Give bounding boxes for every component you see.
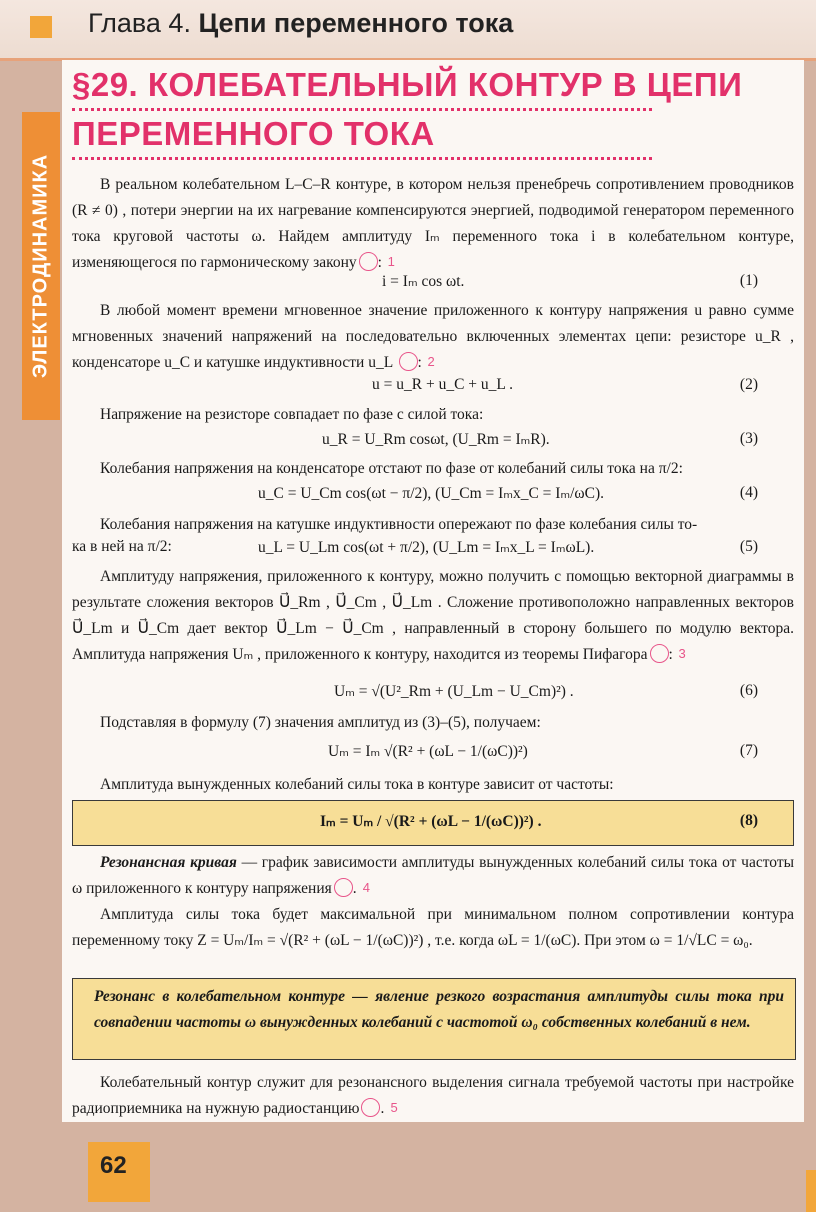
figure-ref-4[interactable]: 4 bbox=[334, 878, 353, 897]
paragraph-9: Резонансная кривая — график зависимости амплитуды вынужденных колебаний силы тока от частоты ω приложенного к контуру напряжения 4. bbox=[72, 854, 795, 897]
header-marker bbox=[30, 16, 52, 38]
section-side-tab bbox=[22, 112, 60, 420]
formula-1-number: (1) bbox=[739, 272, 758, 289]
resonance-definition bbox=[94, 984, 784, 1036]
chapter-header bbox=[0, 0, 816, 61]
paragraph-4 bbox=[72, 456, 794, 482]
paragraph-1-text: В реальном колебательном L–C–R контуре, в котором нельзя пренебречь сопротивлением проводников (R ≠ 0) , потери энергии на их нагревание компенсируются энергией, подводимой генератором переменного тока круговой частоты ω. Найдем амплитуду Iₘ переменного тока i в колебательном контуре, изменяющегося по гармоническому закону bbox=[72, 176, 794, 271]
paragraph-10 bbox=[72, 902, 794, 954]
section-title-line1: §29. КОЛЕБАТЕЛЬНЫЙ КОНТУР В ЦЕПИ bbox=[72, 62, 652, 111]
paragraph-8 bbox=[72, 772, 794, 798]
formula-3 bbox=[72, 430, 794, 456]
paragraph-7-text: Подставляя в формулу (7) значения амплитуд из (3)–(5), получаем: bbox=[100, 714, 541, 731]
formula-6-number: (6) bbox=[739, 682, 758, 699]
formula-8-expr: Iₘ = Uₘ / √(R² + (ωL − 1/(ωC))²) . bbox=[320, 813, 542, 830]
paragraph-11-text: Колебательный контур служит для резонансного выделения сигнала требуемой частоты при настройке радиоприемника на нужную радиостанцию bbox=[72, 1074, 794, 1117]
formula-5 bbox=[72, 538, 794, 564]
paragraph-3-text: Напряжение на резисторе совпадает по фазе с силой тока: bbox=[100, 406, 484, 423]
paragraph-1: В реальном колебательном L–C–R контуре, в котором нельзя пренебречь сопротивлением проводников (R ≠ 0) , потери энергии на их нагревание компенсируются энергией, подводимой генератором переменного тока круговой частоты ω. Найдем амплитуду Iₘ переменного тока i в колебательном контуре, изменяющегося по гармоническому закону 1: bbox=[72, 176, 794, 271]
formula-1 bbox=[72, 272, 794, 298]
paragraph-9-text: — график зависимости амплитуды вынужденных колебаний силы тока от частоты ω приложенного к контуру напряжения bbox=[72, 854, 795, 897]
formula-2-expr: u = u_R + u_C + u_L . bbox=[372, 376, 514, 393]
paragraph-8-text: Амплитуда вынужденных колебаний силы тока в контуре зависит от частоты: bbox=[100, 776, 614, 793]
formula-2 bbox=[72, 376, 794, 402]
paragraph-5-text: Колебания напряжения на катушке индуктивности опережают по фазе колебания силы то- bbox=[100, 516, 698, 533]
figure-ref-2[interactable]: 2 bbox=[399, 352, 418, 371]
paragraph-11: Колебательный контур служит для резонансного выделения сигнала требуемой частоты при настройке радиоприемника на нужную радиостанцию 5. bbox=[72, 1074, 794, 1117]
formula-5-number: (5) bbox=[739, 538, 758, 555]
figure-ref-5[interactable]: 5 bbox=[361, 1098, 380, 1117]
chapter-title: Цепи переменного тока bbox=[198, 8, 514, 38]
paragraph-5-tail: ка в ней на π/2: bbox=[72, 538, 172, 555]
formula-7 bbox=[72, 742, 794, 768]
paragraph-5 bbox=[72, 512, 794, 538]
formula-3-number: (3) bbox=[739, 430, 758, 447]
paragraph-2-text: В любой момент времени мгновенное значение приложенного к контуру напряжения u равно сумме мгновенных значений напряжений на последовательно включенных элементах цепи: резисторе u_R , конденсаторе u_C и катушке индуктивности u_L bbox=[72, 302, 794, 371]
paragraph-7 bbox=[72, 710, 794, 736]
formula-6 bbox=[72, 682, 794, 708]
formula-7-number: (7) bbox=[739, 742, 758, 759]
section-title bbox=[72, 62, 743, 160]
paragraph-4-text: Колебания напряжения на конденсаторе отстают по фазе от колебаний силы тока на π/2: bbox=[100, 460, 683, 477]
resonance-curve-term: Резонансная кривая bbox=[100, 854, 237, 871]
formula-5-expr: u_L = U_Lm cos(ωt + π/2), (U_Lm = Iₘx_L = IₘωL). bbox=[258, 539, 595, 556]
formula-7-expr: Uₘ = Iₘ √(R² + (ωL − 1/(ωC))²) bbox=[328, 743, 528, 760]
page-edge-strip bbox=[806, 1170, 816, 1212]
chapter-heading bbox=[88, 8, 513, 39]
formula-6-expr: Uₘ = √(U²_Rm + (U_Lm − U_Cm)²) . bbox=[334, 683, 574, 700]
figure-ref-3[interactable]: 3 bbox=[650, 644, 669, 663]
formula-4-expr: u_C = U_Cm cos(ωt − π/2), (U_Cm = Iₘx_C = Iₘ/ωC). bbox=[258, 485, 605, 502]
definition-text: Резонанс в колебательном контуре — явление резкого возрастания амплитуды силы тока при совпадении частоты ω вынужденных колебаний с частотой ω₀ собственных колебаний в нем. bbox=[94, 988, 784, 1031]
formula-8 bbox=[72, 812, 794, 838]
paragraph-6-text: Амплитуду напряжения, приложенного к контуру, можно получить с помощью векторной диаграммы в результате сложения векторов U⃗_Rm , U⃗_Cm , U⃗_Lm . Сложение противоположно направленных векторов U⃗_Lm и U⃗_Cm дает вектор U⃗_Lm − U⃗_Cm , направленный в сторону большего по модулю вектора. Амплитуда напряжения Uₘ , приложенного к контуру, находится из теоремы Пифагора bbox=[72, 568, 794, 663]
side-tab-label: ЭЛЕКТРОДИНАМИКА bbox=[29, 153, 52, 379]
paragraph-6: Амплитуду напряжения, приложенного к контуру, можно получить с помощью векторной диаграммы в результате сложения векторов U⃗_Rm , U⃗_Cm , U⃗_Lm . Сложение противоположно направленных векторов U⃗_Lm и U⃗_Cm дает вектор U⃗_Lm − U⃗_Cm , направленный в сторону большего по модулю вектора. Амплитуда напряжения Uₘ , приложенного к контуру, находится из теоремы Пифагора 3: bbox=[72, 568, 794, 663]
formula-2-number: (2) bbox=[739, 376, 758, 393]
section-title-line2: ПЕРЕМЕННОГО ТОКА bbox=[72, 111, 652, 160]
formula-4-number: (4) bbox=[739, 484, 758, 501]
page-number: 62 bbox=[100, 1152, 127, 1179]
formula-8-number: (8) bbox=[739, 812, 758, 829]
formula-1-expr: i = Iₘ cos ωt. bbox=[382, 273, 465, 290]
formula-4 bbox=[72, 484, 794, 510]
paragraph-2: В любой момент времени мгновенное значение приложенного к контуру напряжения u равно сумме мгновенных значений напряжений на последовательно включенных элементах цепи: резисторе u_R , конденсаторе u_C и катушке индуктивности u_L 2: bbox=[72, 302, 794, 371]
chapter-prefix: Глава 4. bbox=[88, 8, 199, 38]
paragraph-3 bbox=[72, 402, 794, 428]
paragraph-10-text: Амплитуда силы тока будет максимальной при минимальном полном сопротивлении контура переменному току Z = Uₘ/Iₘ = √(R² + (ωL − 1/(ωC))²) , т.е. когда ωL = 1/(ωC). При этом ω = 1/√LC = ω₀. bbox=[72, 906, 794, 949]
figure-ref-1[interactable]: 1 bbox=[359, 252, 378, 271]
formula-3-expr: u_R = U_Rm cosωt, (U_Rm = IₘR). bbox=[322, 431, 550, 448]
